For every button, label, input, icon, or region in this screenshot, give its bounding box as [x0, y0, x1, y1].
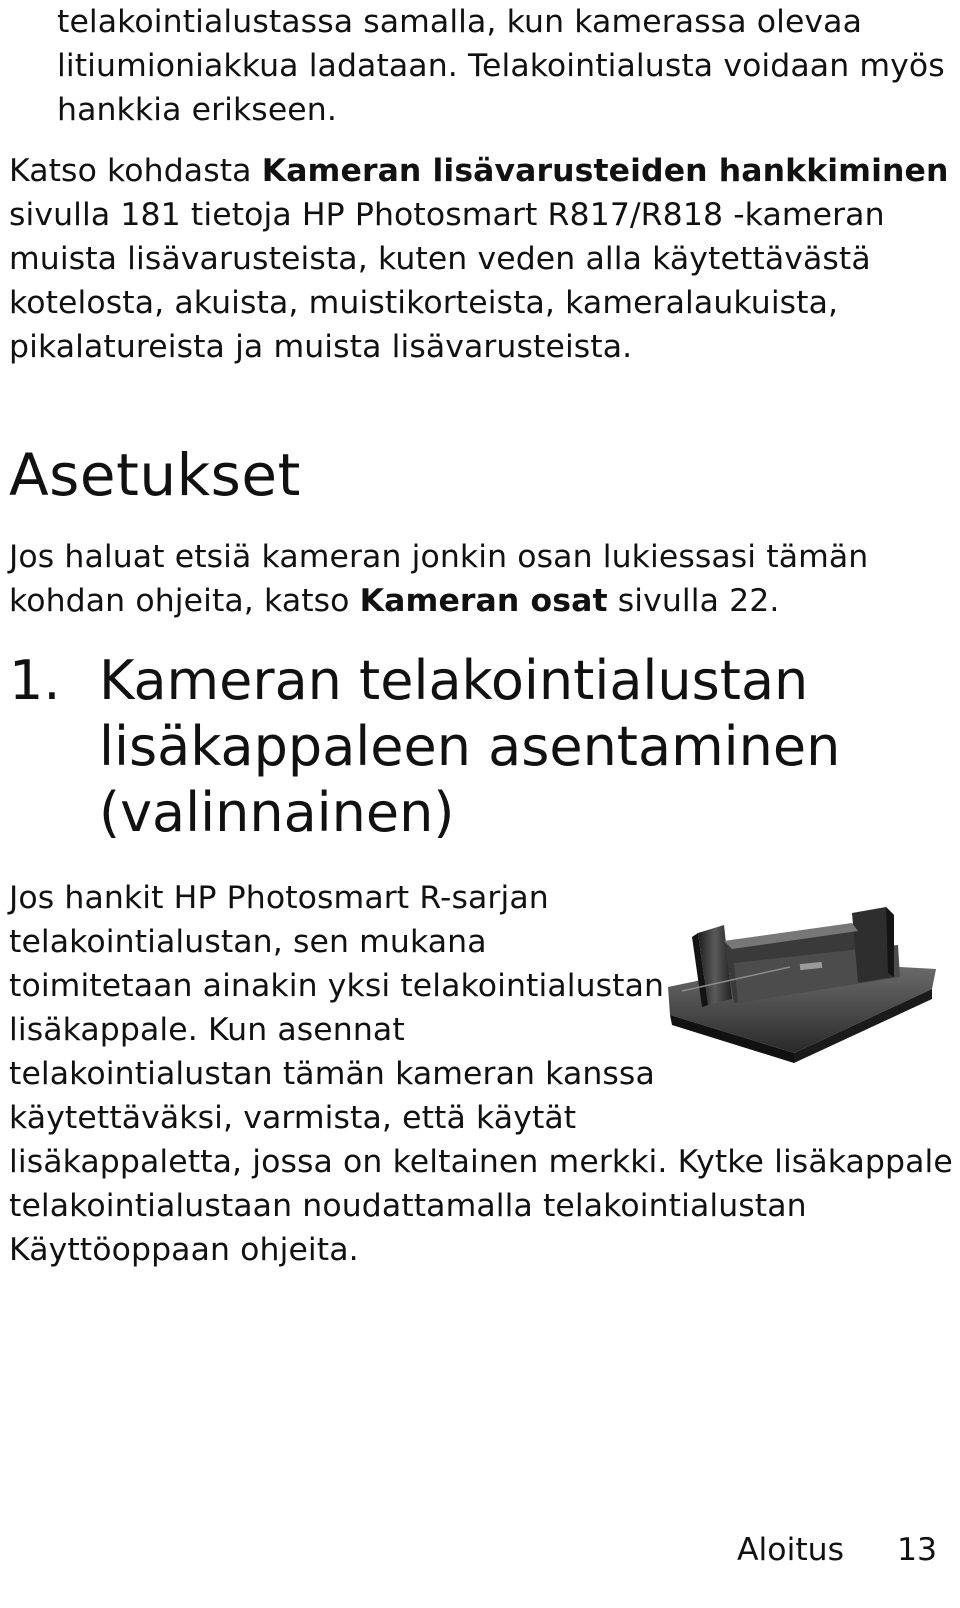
text-line: sivulla 181 tietoja HP Photosmart R817/R818 -kameran	[9, 197, 885, 233]
section-heading: Asetukset	[9, 441, 301, 509]
text-line: litiumioniakkua ladataan. Telakointialusta voidaan myös	[57, 48, 945, 84]
step-heading-line: (valinnainen)	[99, 781, 455, 844]
text-run: Katso kohdasta	[9, 153, 262, 189]
dock-insert-illustration	[662, 903, 940, 1065]
text-line: pikalatureista ja muista lisävarusteista.	[9, 329, 633, 365]
text-line: lisäkappale. Kun asennat	[9, 1012, 405, 1048]
text-line: kotelosta, akuista, muistikorteista, kameralaukuista,	[9, 285, 839, 321]
text-line: lisäkappaletta, jossa on keltainen merkki. Kytke lisäkappale	[9, 1144, 953, 1180]
cross-reference[interactable]: Kameran lisävarusteiden hankkiminen	[261, 153, 949, 189]
page-number: 13	[897, 1532, 938, 1568]
accessories-paragraph	[9, 149, 948, 369]
text-line: telakointialustan, sen mukana	[9, 924, 487, 960]
text-run: sivulla 22.	[607, 583, 780, 619]
text-line	[9, 579, 868, 623]
text-line	[9, 149, 948, 193]
text-line: Jos hankit HP Photosmart R-sarjan	[9, 880, 549, 916]
text-line: Jos haluat etsiä kameran jonkin osan lukiessasi tämän	[9, 539, 869, 575]
text-line: telakointialustassa samalla, kun kamerassa olevaa	[57, 4, 862, 40]
text-line: Käyttöoppaan ohjeita.	[9, 1232, 359, 1268]
text-run: kohdan ohjeita, katso	[9, 583, 360, 619]
step-heading	[99, 648, 840, 846]
text-line: telakointialustaan noudattamalla telakointialustan	[9, 1188, 807, 1224]
cross-reference[interactable]: Kameran osat	[359, 583, 608, 619]
text-line: käytettäväksi, varmista, että käytät	[9, 1100, 577, 1136]
step-number: 1.	[9, 649, 61, 712]
footer-section-name: Aloitus	[737, 1532, 845, 1568]
step-heading-line: Kameran telakointialustan	[99, 649, 809, 712]
setup-intro-paragraph	[9, 535, 868, 623]
text-line: muista lisävarusteista, kuten veden alla käytettävästä	[9, 241, 871, 277]
text-line: hankkia erikseen.	[57, 92, 337, 128]
step-heading-line: lisäkappaleen asentaminen	[99, 715, 841, 778]
intro-paragraph	[57, 0, 945, 132]
text-line: toimitetaan ainakin yksi telakointialustan	[9, 968, 665, 1004]
text-line: telakointialustan tämän kameran kanssa	[9, 1056, 655, 1092]
